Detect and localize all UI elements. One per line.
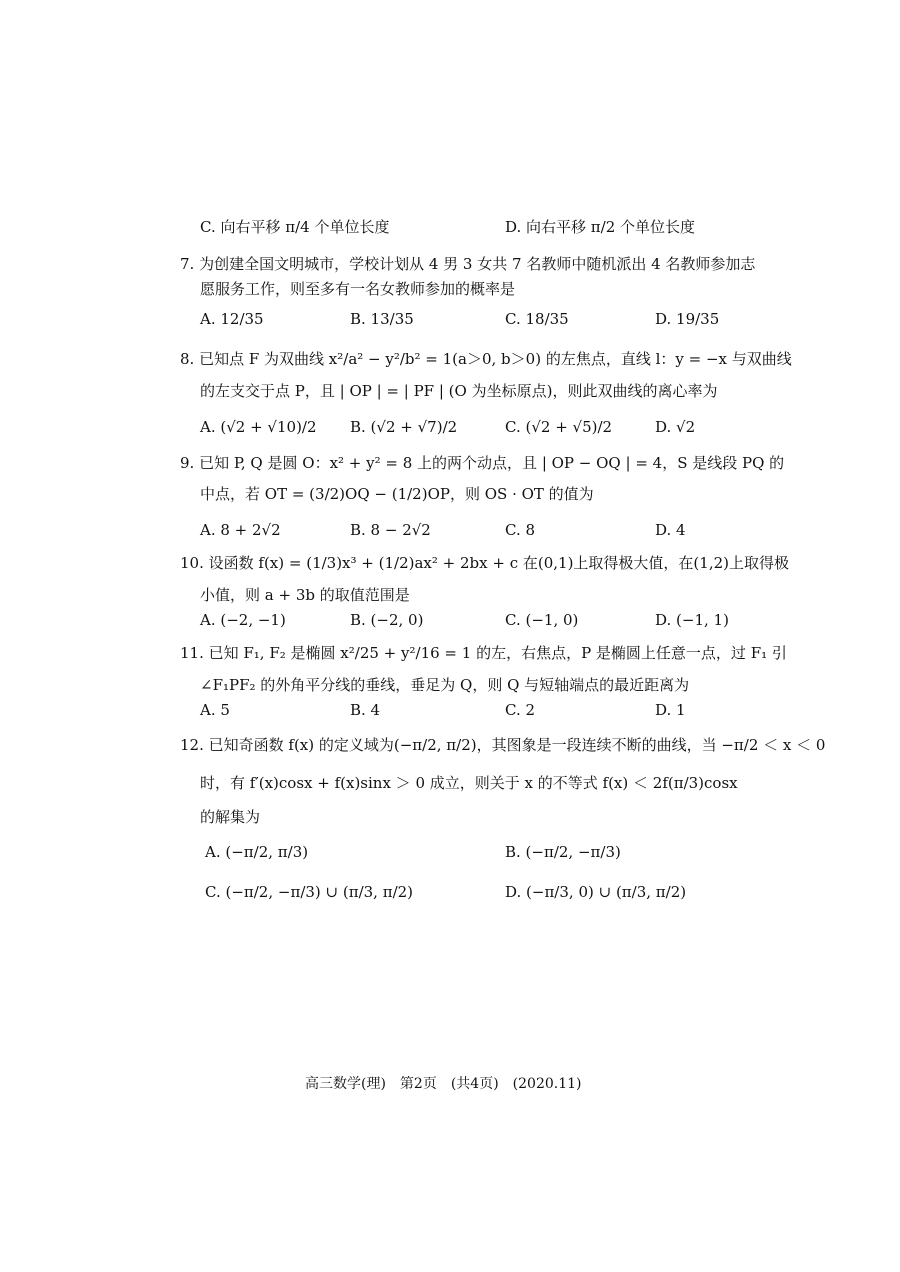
q11-option-a: A. 5 [200, 701, 230, 719]
q7-option-a: A. 12/35 [200, 310, 264, 328]
q12-stem-line1: 12. 已知奇函数 f(x) 的定义域为(−π/2, π/2)，其图象是一段连续不断的曲线，当 −π/2 ＜ x ＜ 0 [180, 736, 826, 754]
q9-option-d: D. 4 [655, 521, 686, 539]
page-footer: 高三数学(理) 第2页 (共4页) (2020.11) [305, 1076, 582, 1092]
q6-option-c: C. 向右平移 π/4 个单位长度 [200, 218, 390, 236]
q10-option-b: B. (−2, 0) [350, 611, 424, 629]
q9-option-b: B. 8 − 2√2 [350, 521, 431, 539]
q10-option-d: D. (−1, 1) [655, 611, 729, 629]
q10-stem-line2: 小值，则 a + 3b 的取值范围是 [200, 586, 410, 604]
q8-option-d: D. √2 [655, 418, 696, 436]
q11-option-b: B. 4 [350, 701, 381, 719]
q8-option-c: C. (√2 + √5)/2 [505, 418, 613, 436]
q8-stem-line1: 8. 已知点 F 为双曲线 x²/a² − y²/b² = 1(a＞0, b＞0) 的左焦点，直线 l：y = −x 与双曲线 [180, 350, 792, 368]
q8-option-a: A. (√2 + √10)/2 [200, 418, 317, 436]
q12-stem-line3: 的解集为 [200, 808, 261, 826]
q12-option-b: B. (−π/2, −π/3) [505, 843, 621, 861]
q11-option-c: C. 2 [505, 701, 536, 719]
q10-option-a: A. (−2, −1) [200, 611, 286, 629]
q12-option-d: D. (−π/3, 0) ∪ (π/3, π/2) [505, 883, 687, 901]
q7-option-b: B. 13/35 [350, 310, 414, 328]
q9-option-c: C. 8 [505, 521, 536, 539]
q12-option-a: A. (−π/2, π/3) [205, 843, 309, 861]
q9-option-a: A. 8 + 2√2 [200, 521, 281, 539]
q11-option-d: D. 1 [655, 701, 686, 719]
q12-stem-line2: 时，有 f′(x)cosx + f(x)sinx ＞ 0 成立，则关于 x 的不等式 f(x) ＜ 2f(π/3)cosx [200, 774, 738, 792]
q11-stem-line1: 11. 已知 F₁, F₂ 是椭圆 x²/25 + y²/16 = 1 的左，右焦点，P 是椭圆上任意一点，过 F₁ 引 [180, 644, 787, 662]
q8-option-b: B. (√2 + √7)/2 [350, 418, 458, 436]
q7-option-c: C. 18/35 [505, 310, 569, 328]
q11-stem-line2: ∠F₁PF₂ 的外角平分线的垂线，垂足为 Q，则 Q 与短轴端点的最近距离为 [200, 676, 690, 694]
q7-stem-line2: 愿服务工作，则至多有一名女教师参加的概率是 [200, 280, 516, 298]
q10-option-c: C. (−1, 0) [505, 611, 579, 629]
q12-option-c: C. (−π/2, −π/3) ∪ (π/3, π/2) [205, 883, 414, 901]
q7-option-d: D. 19/35 [655, 310, 720, 328]
q9-stem-line1: 9. 已知 P, Q 是圆 O：x² + y² = 8 上的两个动点，且 | OP − OQ | = 4，S 是线段 PQ 的 [180, 454, 785, 472]
q7-stem-line1: 7. 为创建全国文明城市，学校计划从 4 男 3 女共 7 名教师中随机派出 4 名教师参加志 [180, 255, 756, 273]
q10-stem-line1: 10. 设函数 f(x) = (1/3)x³ + (1/2)ax² + 2bx + c 在(0,1)上取得极大值，在(1,2)上取得极 [180, 554, 789, 572]
q8-stem-line2: 的左支交于点 P，且 | OP | = | PF | (O 为坐标原点)，则此双曲线的离心率为 [200, 382, 718, 400]
q6-option-d: D. 向右平移 π/2 个单位长度 [505, 218, 696, 236]
q9-stem-line2: 中点，若 OT = (3/2)OQ − (1/2)OP，则 OS · OT 的值为 [200, 485, 594, 503]
